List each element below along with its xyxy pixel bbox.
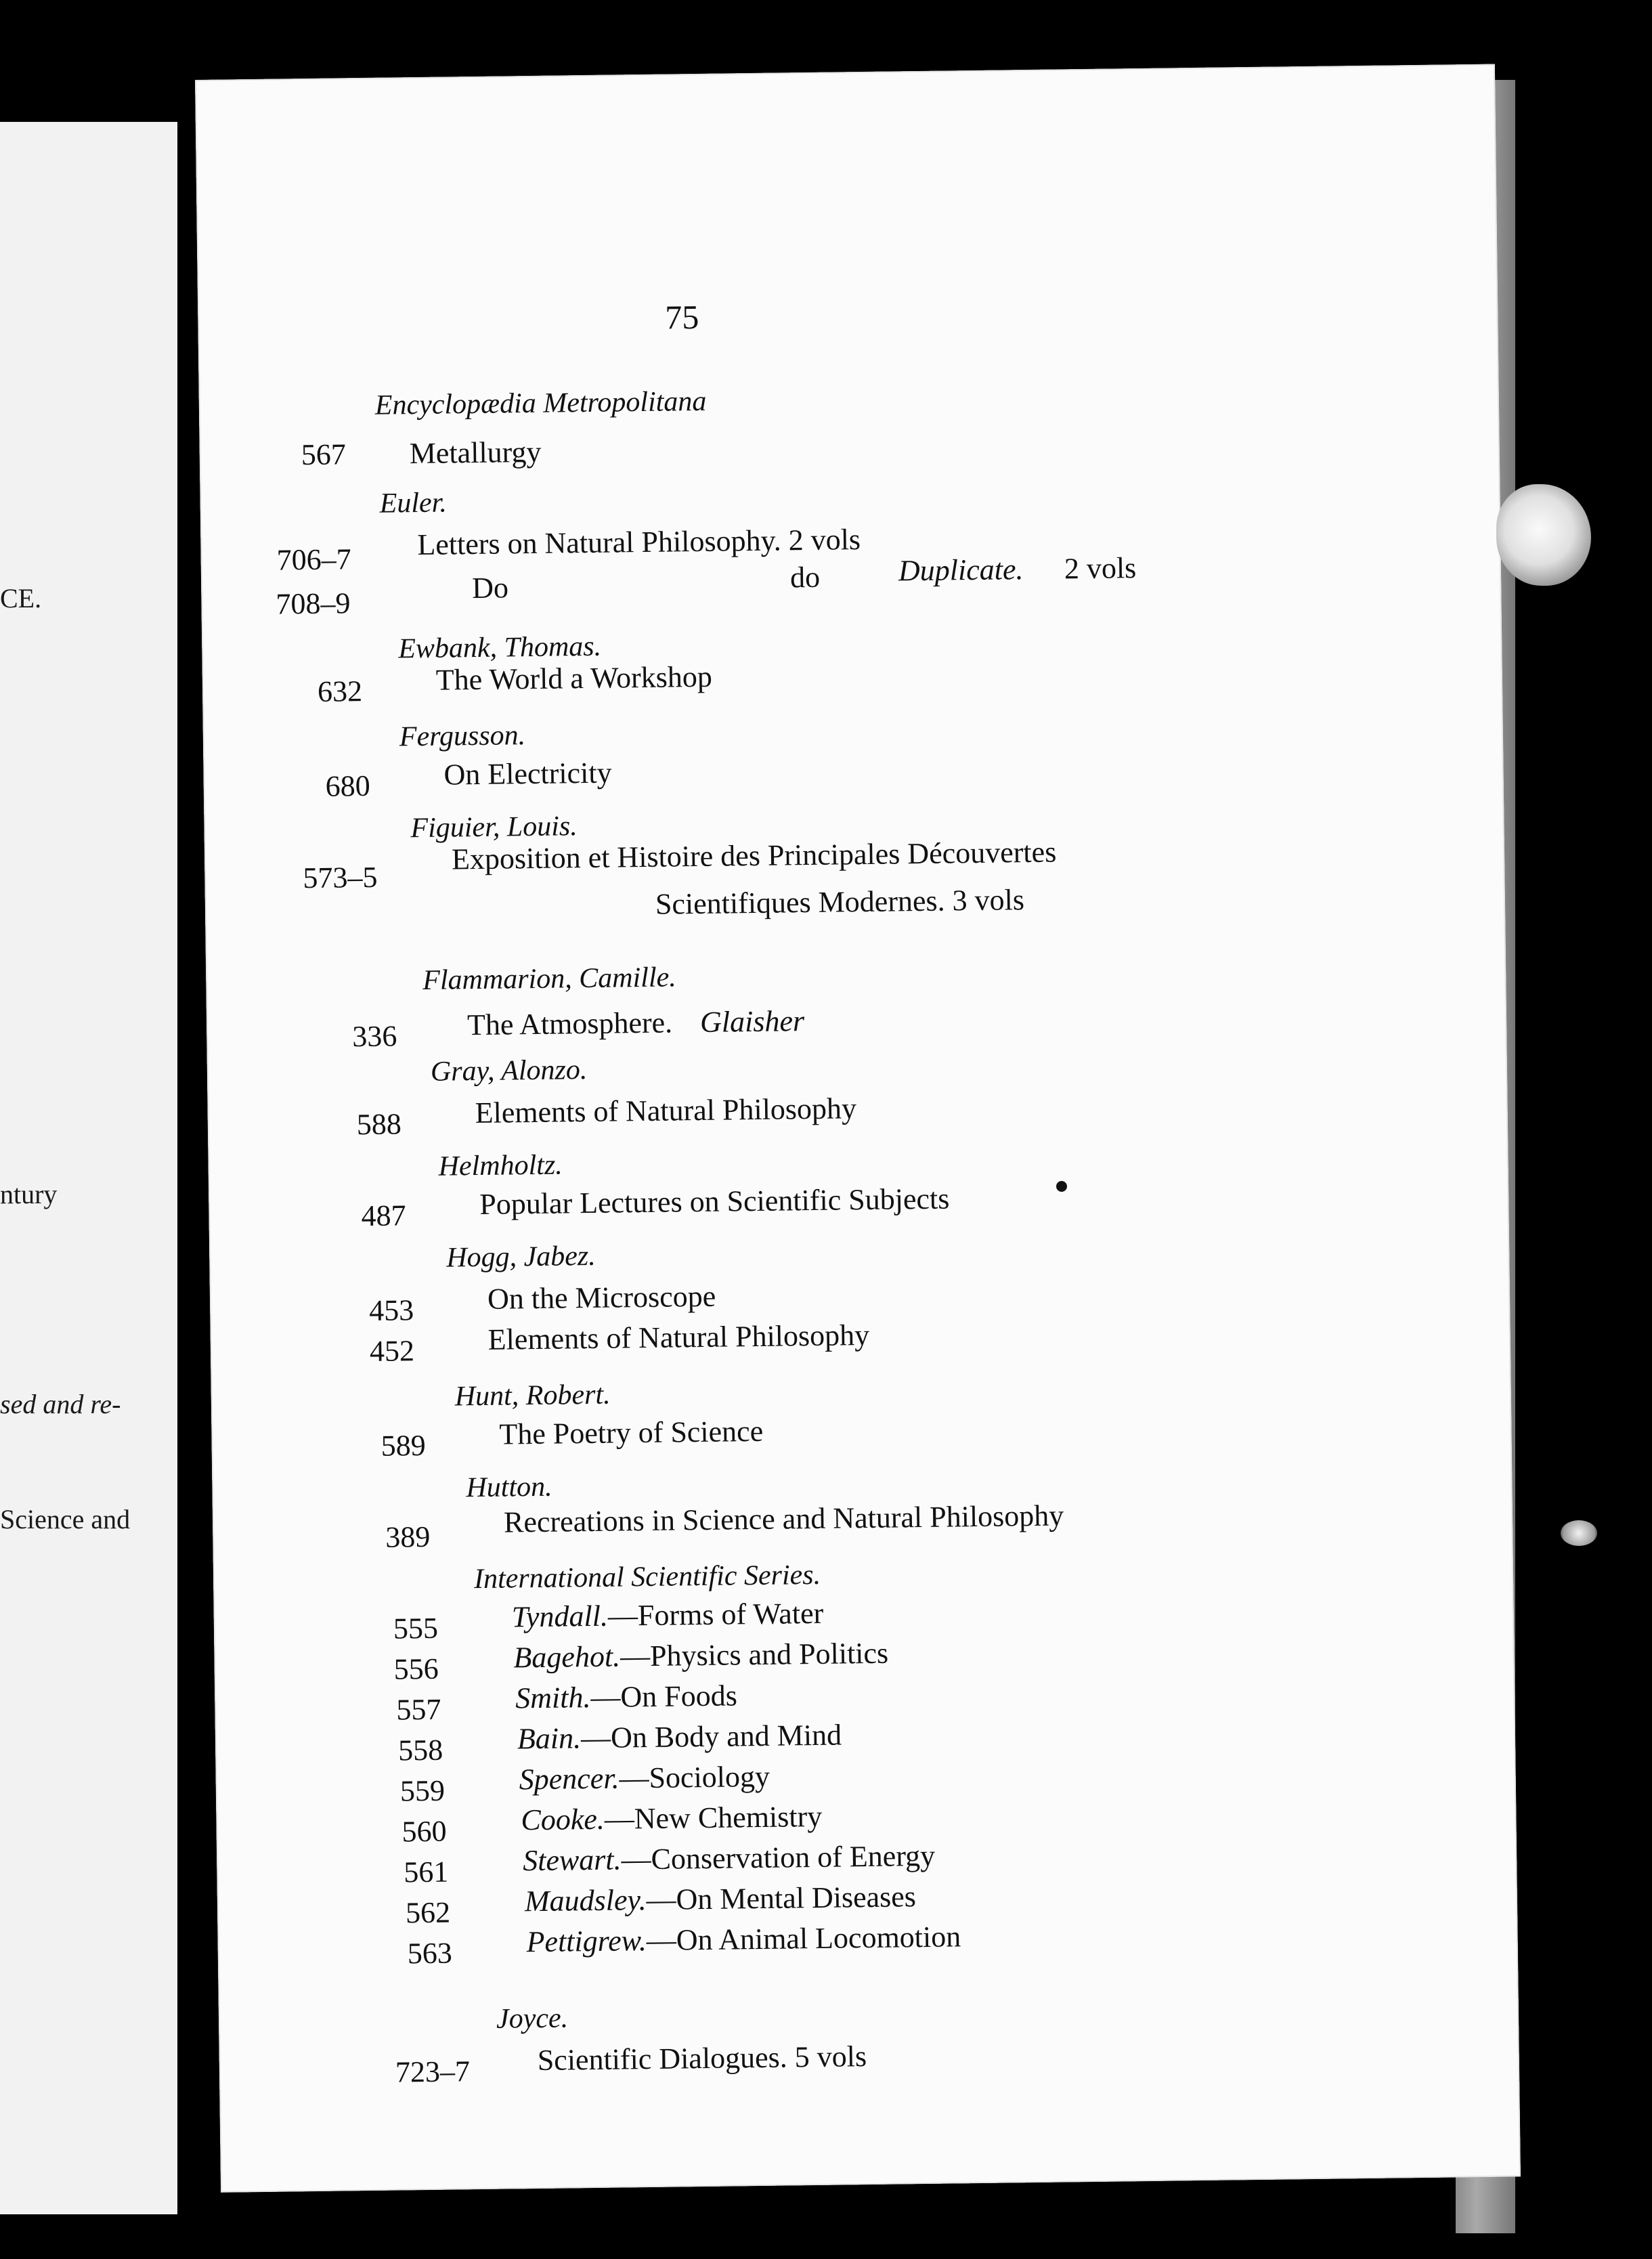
series-title: —Sociology bbox=[619, 1759, 770, 1795]
entry-author: Hunt, Robert. bbox=[454, 1379, 611, 1413]
series-title: —Physics and Politics bbox=[620, 1636, 889, 1673]
entry-title-text: The Atmosphere. bbox=[466, 1006, 673, 1042]
entry-note: Duplicate. bbox=[898, 553, 1024, 588]
entry-number: 559 bbox=[399, 1773, 445, 1808]
entry-number: 558 bbox=[397, 1733, 443, 1767]
entry-number: 453 bbox=[368, 1293, 414, 1327]
entry-number: 589 bbox=[381, 1428, 426, 1463]
entry-number: 588 bbox=[356, 1107, 402, 1142]
entry-number: 557 bbox=[396, 1692, 441, 1727]
entry-number: 560 bbox=[401, 1814, 447, 1849]
entry-author: Gray, Alonzo. bbox=[430, 1054, 588, 1088]
entry-title: Recreations in Science and Natural Philosophy bbox=[503, 1499, 1064, 1539]
entry-number: 708–9 bbox=[276, 586, 351, 621]
entry-title: On Electricity bbox=[443, 756, 612, 792]
entry-title bbox=[511, 1596, 823, 1635]
ink-dot bbox=[1056, 1181, 1067, 1192]
entry-number: 555 bbox=[393, 1611, 439, 1645]
entry-number: 452 bbox=[369, 1334, 415, 1368]
series-author: Stewart. bbox=[522, 1843, 622, 1878]
entry-volumes: 2 vols bbox=[1064, 551, 1137, 586]
entry-title: On the Microscope bbox=[487, 1279, 716, 1316]
entry-title bbox=[523, 1838, 936, 1878]
series-author: Tyndall. bbox=[511, 1599, 609, 1634]
entry-number: 562 bbox=[405, 1895, 451, 1930]
entry-author: Helmholtz. bbox=[438, 1149, 563, 1182]
entry-title bbox=[521, 1799, 822, 1837]
entry-title: Elements of Natural Philosophy bbox=[475, 1092, 857, 1130]
entry-number: 561 bbox=[404, 1855, 449, 1889]
series-author: Cooke. bbox=[521, 1802, 605, 1837]
series-title: —On Foods bbox=[590, 1679, 738, 1715]
entry-author: Figuier, Louis. bbox=[410, 811, 578, 844]
entry-author: Fergusson. bbox=[399, 720, 526, 753]
series-title: —Conservation of Energy bbox=[621, 1838, 936, 1876]
entry-number: 487 bbox=[361, 1199, 406, 1233]
left-facing-page bbox=[0, 122, 177, 2214]
entry-author: Euler. bbox=[379, 487, 448, 519]
entry-number: 723–7 bbox=[395, 2054, 471, 2089]
entry-author: Hogg, Jabez. bbox=[445, 1240, 596, 1274]
series-author: Smith. bbox=[515, 1681, 591, 1715]
entry-title bbox=[525, 1879, 917, 1918]
page-number: 75 bbox=[664, 297, 699, 337]
entry-author: Encyclopædia Metropolitana bbox=[374, 385, 707, 421]
entry-number: 563 bbox=[407, 1936, 453, 1971]
series-title: —New Chemistry bbox=[604, 1799, 823, 1836]
entry-author: International Scientific Series. bbox=[473, 1559, 821, 1595]
entry-author-suffix: Glaisher bbox=[699, 1004, 805, 1039]
entry-title: The Poetry of Science bbox=[499, 1414, 764, 1451]
entry-number: 632 bbox=[317, 674, 363, 708]
entry-number: 336 bbox=[351, 1019, 397, 1054]
series-title: —On Animal Locomotion bbox=[646, 1920, 961, 1958]
series-author: Maudsley. bbox=[524, 1883, 647, 1918]
entry-title bbox=[517, 1718, 842, 1757]
book-page bbox=[195, 64, 1521, 2193]
series-author: Bain. bbox=[517, 1721, 582, 1756]
entry-title bbox=[519, 1759, 770, 1797]
entry-title bbox=[467, 1004, 805, 1042]
entry-title: Scientific Dialogues. 5 vols bbox=[537, 2040, 867, 2078]
entry-title: Metallurgy bbox=[409, 435, 542, 471]
left-page-fragment: sed and re- bbox=[0, 1389, 121, 1419]
entry-title bbox=[515, 1678, 737, 1715]
entry-title: Letters on Natural Philosophy. 2 vols bbox=[417, 523, 861, 562]
series-title: —On Body and Mind bbox=[580, 1718, 842, 1755]
series-author: Spencer. bbox=[519, 1761, 620, 1797]
entry-title: Exposition et Histoire des Principales Découvertes bbox=[451, 835, 1057, 876]
series-author: Bagehot. bbox=[513, 1639, 621, 1675]
series-author: Pettigrew. bbox=[526, 1924, 647, 1959]
entry-number: 706–7 bbox=[276, 542, 351, 577]
entry-number: 389 bbox=[385, 1520, 431, 1554]
entry-number: 573–5 bbox=[303, 860, 378, 895]
series-title: —Forms of Water bbox=[607, 1596, 824, 1633]
entry-ditto: do bbox=[789, 560, 821, 595]
series-title: —On Mental Diseases bbox=[646, 1880, 917, 1917]
entry-number: 680 bbox=[325, 769, 371, 803]
entry-author: Hutton. bbox=[466, 1471, 552, 1504]
paper-stain bbox=[1561, 1520, 1597, 1546]
paper-stain bbox=[1496, 484, 1591, 586]
entry-title-continuation: Scientifiques Modernes. 3 vols bbox=[655, 883, 1025, 921]
entry-title bbox=[526, 1919, 961, 1959]
left-page-fragment: CE. bbox=[0, 583, 42, 614]
left-page-fragment: Science and bbox=[0, 1504, 131, 1534]
entry-title: Popular Lectures on Scientific Subjects bbox=[479, 1182, 950, 1221]
entry-author: Joyce. bbox=[496, 2002, 569, 2035]
entry-number: 567 bbox=[301, 437, 347, 472]
entry-title: The World a Workshop bbox=[435, 660, 713, 697]
entry-author: Flammarion, Camille. bbox=[422, 962, 677, 996]
left-page-fragment: ntury bbox=[0, 1179, 58, 1209]
entry-author: Ewbank, Thomas. bbox=[398, 630, 602, 665]
entry-number: 556 bbox=[393, 1652, 439, 1686]
entry-title: Do bbox=[471, 571, 509, 605]
entry-title: Elements of Natural Philosophy bbox=[487, 1318, 870, 1356]
entry-title bbox=[513, 1636, 888, 1675]
